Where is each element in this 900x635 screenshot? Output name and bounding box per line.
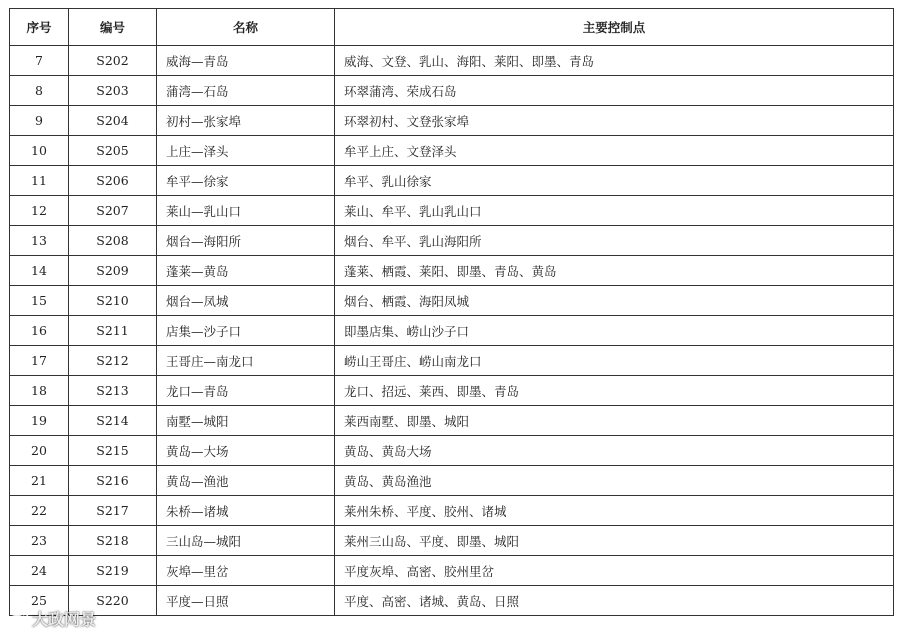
cell-name: 龙口—青岛 [157,376,335,406]
cell-code: S208 [69,226,157,256]
cell-seq: 21 [10,466,69,496]
cell-name: 上庄—泽头 [157,136,335,166]
cell-control-points: 蓬莱、栖霞、莱阳、即墨、青岛、黄岛 [335,256,894,286]
cell-name: 店集—沙子口 [157,316,335,346]
cell-code: S216 [69,466,157,496]
cell-code: S204 [69,106,157,136]
cell-name: 烟台—凤城 [157,286,335,316]
cell-code: S206 [69,166,157,196]
table-row [10,106,894,136]
table-row [10,406,894,436]
cell-name: 烟台—海阳所 [157,226,335,256]
cell-control-points: 烟台、牟平、乳山海阳所 [335,226,894,256]
cell-name: 黄岛—渔池 [157,466,335,496]
table-row [10,76,894,106]
cell-code: S203 [69,76,157,106]
cell-code: S220 [69,586,157,616]
cell-control-points: 威海、文登、乳山、海阳、莱阳、即墨、青岛 [335,46,894,76]
cell-name: 三山岛—城阳 [157,526,335,556]
cell-control-points: 莱州三山岛、平度、即墨、城阳 [335,526,894,556]
cell-seq: 11 [10,166,69,196]
table-row [10,166,894,196]
cell-name: 初村—张家埠 [157,106,335,136]
route-table [9,8,894,616]
cell-name: 南墅—城阳 [157,406,335,436]
cell-seq: 16 [10,316,69,346]
cell-control-points: 黄岛、黄岛大场 [335,436,894,466]
cell-seq: 9 [10,106,69,136]
table-row [10,586,894,616]
cell-code: S211 [69,316,157,346]
cell-control-points: 环翠初村、文登张家埠 [335,106,894,136]
cell-control-points: 环翠蒲湾、荣成石岛 [335,76,894,106]
cell-seq: 25 [10,586,69,616]
cell-seq: 20 [10,436,69,466]
header-name: 名称 [157,9,335,46]
cell-seq: 12 [10,196,69,226]
watermark-text: 大政网景 [32,610,97,629]
cell-code: S210 [69,286,157,316]
cell-control-points: 崂山王哥庄、崂山南龙口 [335,346,894,376]
cell-code: S209 [69,256,157,286]
cell-control-points: 莱州朱桥、平度、胶州、诸城 [335,496,894,526]
cell-seq: 10 [10,136,69,166]
table-row [10,226,894,256]
cell-seq: 19 [10,406,69,436]
cell-control-points: 平度、高密、诸城、黄岛、日照 [335,586,894,616]
cell-seq: 23 [10,526,69,556]
cell-code: S219 [69,556,157,586]
cell-name: 平度—日照 [157,586,335,616]
cell-control-points: 烟台、栖霞、海阳凤城 [335,286,894,316]
cell-code: S218 [69,526,157,556]
header-control-points: 主要控制点 [335,9,894,46]
cell-control-points: 即墨店集、崂山沙子口 [335,316,894,346]
cell-seq: 18 [10,376,69,406]
table-row [10,556,894,586]
cell-name: 莱山—乳山口 [157,196,335,226]
cell-code: S214 [69,406,157,436]
table-row [10,466,894,496]
cell-name: 牟平—徐家 [157,166,335,196]
table-row [10,286,894,316]
cell-control-points: 牟平、乳山徐家 [335,166,894,196]
cell-control-points: 莱山、牟平、乳山乳山口 [335,196,894,226]
cell-code: S207 [69,196,157,226]
cell-name: 王哥庄—南龙口 [157,346,335,376]
cell-control-points: 平度灰埠、高密、胶州里岔 [335,556,894,586]
cell-control-points: 莱西南墅、即墨、城阳 [335,406,894,436]
cell-name: 灰埠—里岔 [157,556,335,586]
cell-seq: 8 [10,76,69,106]
table-row [10,436,894,466]
table-row [10,496,894,526]
cell-code: S202 [69,46,157,76]
cell-name: 威海—青岛 [157,46,335,76]
cell-seq: 17 [10,346,69,376]
table-header-row [10,9,894,46]
cell-code: S215 [69,436,157,466]
cell-seq: 24 [10,556,69,586]
cell-seq: 7 [10,46,69,76]
cell-seq: 14 [10,256,69,286]
cell-code: S212 [69,346,157,376]
header-seq: 序号 [10,9,69,46]
cell-name: 朱桥—诸城 [157,496,335,526]
table-row [10,196,894,226]
table-row [10,526,894,556]
cell-seq: 22 [10,496,69,526]
cell-name: 蓬莱—黄岛 [157,256,335,286]
table-row [10,316,894,346]
cell-code: S213 [69,376,157,406]
cell-code: S217 [69,496,157,526]
table-row [10,346,894,376]
table-row [10,376,894,406]
table-row [10,256,894,286]
table-row [10,136,894,166]
cell-seq: 15 [10,286,69,316]
cell-control-points: 牟平上庄、文登泽头 [335,136,894,166]
cell-control-points: 龙口、招远、莱西、即墨、青岛 [335,376,894,406]
header-code: 编号 [69,9,157,46]
cell-seq: 13 [10,226,69,256]
table-row [10,46,894,76]
cell-name: 黄岛—大场 [157,436,335,466]
cell-code: S205 [69,136,157,166]
cell-name: 蒲湾—石岛 [157,76,335,106]
cell-control-points: 黄岛、黄岛渔池 [335,466,894,496]
